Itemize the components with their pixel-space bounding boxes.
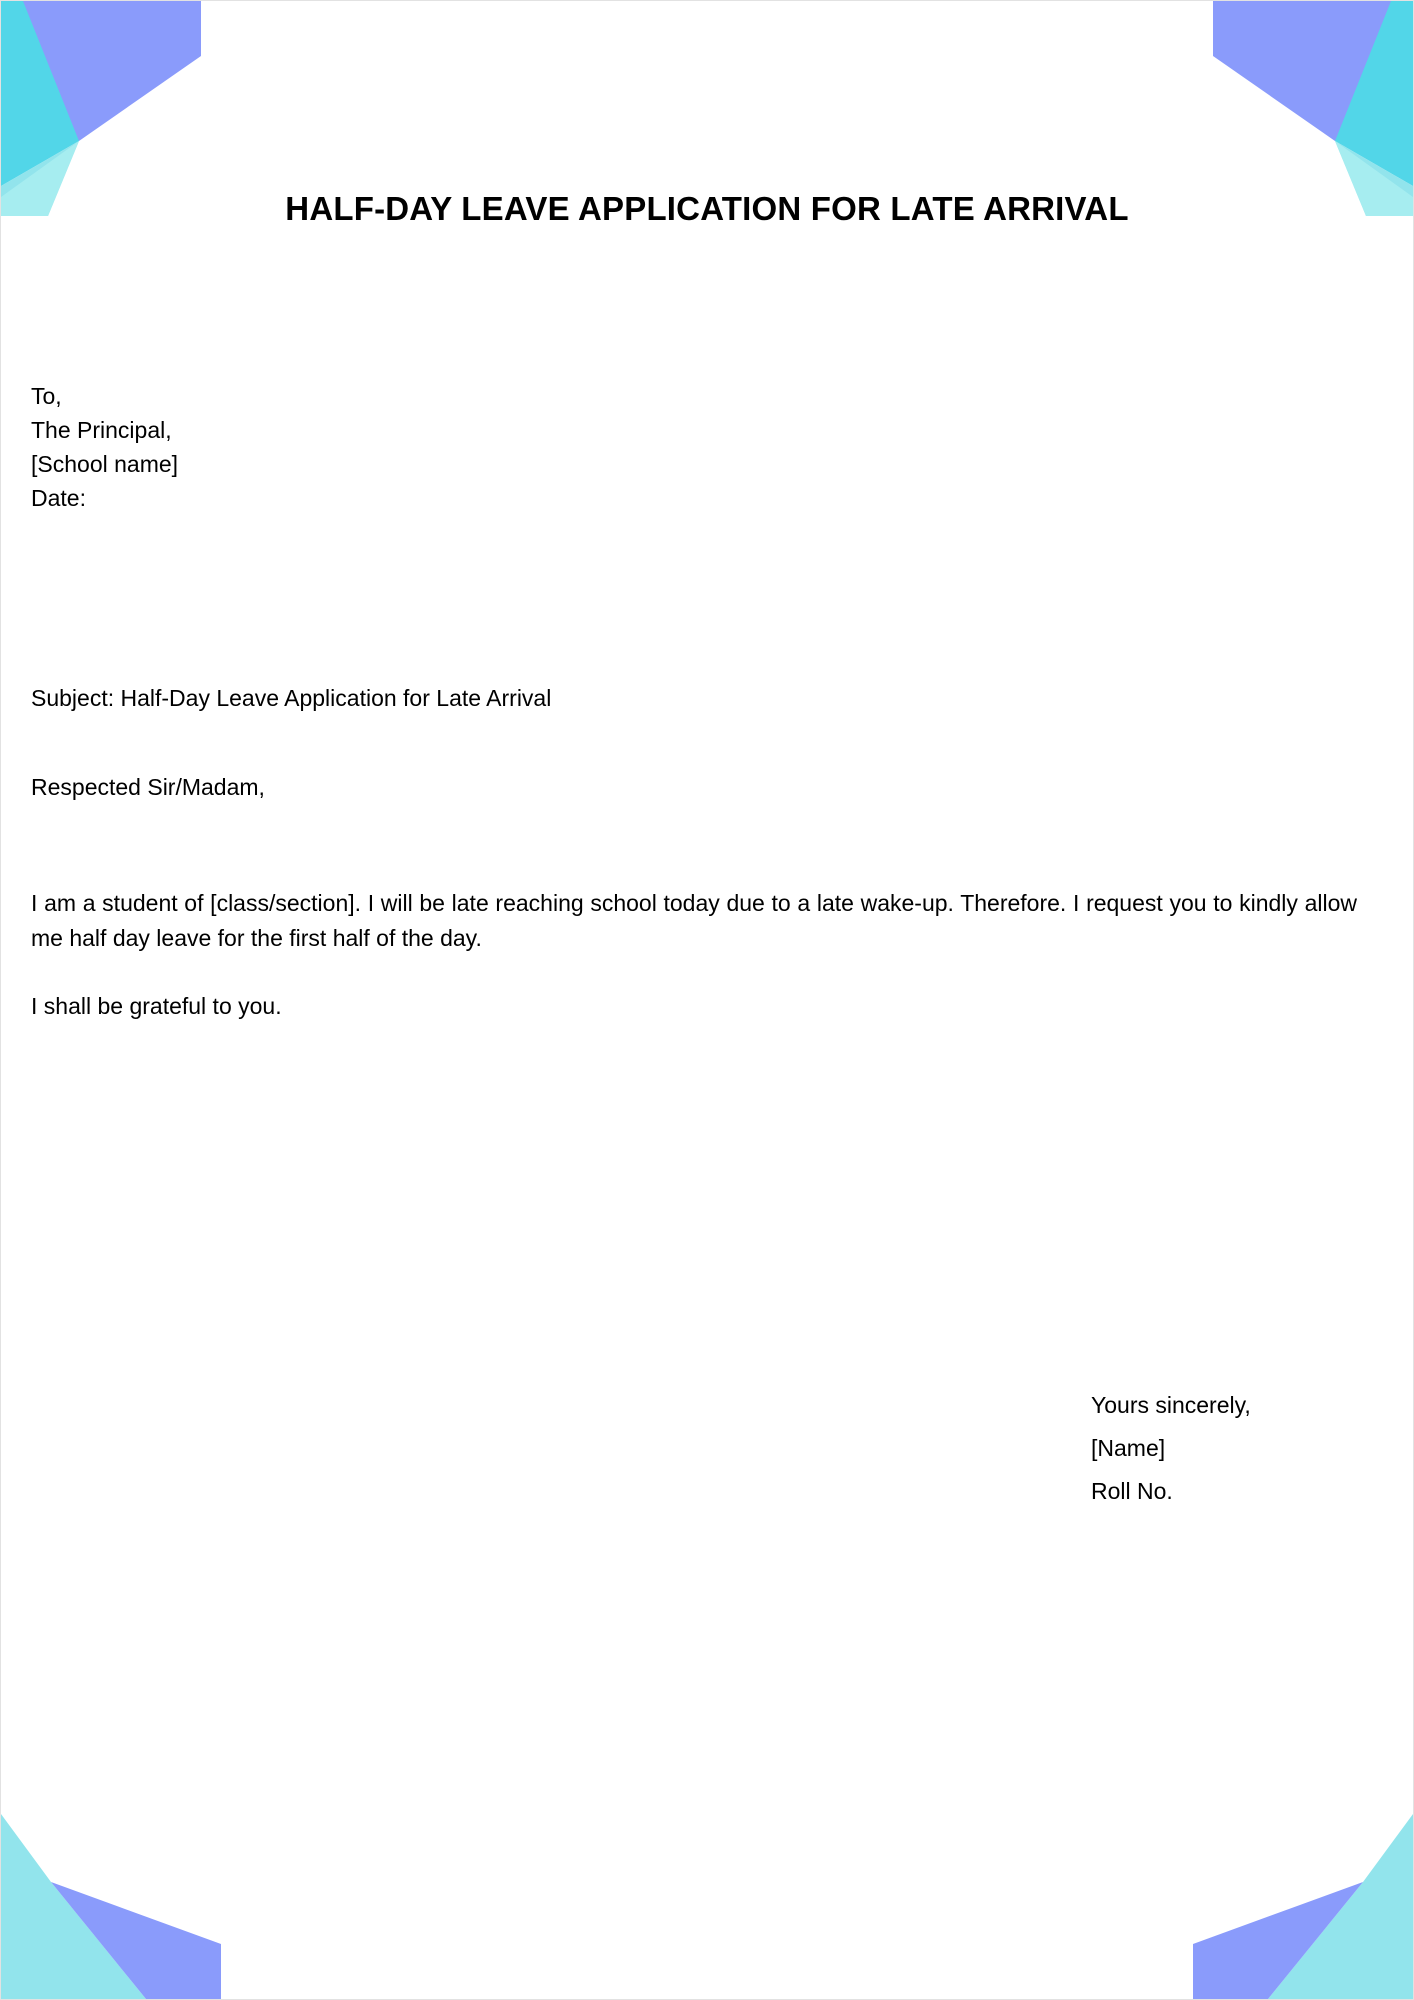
salutation: Respected Sir/Madam, [31, 774, 265, 800]
address-block [31, 379, 178, 515]
shape-purple-tl [23, 1, 201, 141]
shape-light-aqua-bl [1, 1814, 146, 1999]
shape-cyan-tr [1335, 1, 1413, 186]
shape-cyan-tl [1, 1, 79, 186]
body-paragraph: I am a student of [class/section]. I will be late reaching school today due to a late wake-up. Therefore. I request you to kindly allow me half day leave for the first half of the day. [31, 890, 1357, 951]
shape-light-aqua-br [1268, 1814, 1413, 1999]
corner-decoration-top-left [1, 1, 201, 216]
corner-decoration-bottom-right [1193, 1814, 1413, 1999]
address-school-name: [School name] [31, 451, 179, 477]
subject-line: Subject: Half-Day Leave Application for Late Arrival [31, 685, 552, 711]
signature-valediction: Yours sincerely, [1091, 1392, 1251, 1418]
signature-block [1091, 1384, 1251, 1513]
page-title: HALF-DAY LEAVE APPLICATION FOR LATE ARRIVAL [285, 190, 1129, 228]
shape-purple-tr [1213, 1, 1391, 141]
address-to: To, [31, 383, 62, 409]
signature-name: [Name] [1091, 1435, 1166, 1461]
closing-line: I shall be grateful to you. [31, 993, 282, 1019]
address-recipient: The Principal, [31, 417, 172, 443]
address-date: Date: [31, 485, 86, 511]
shape-purple-bl [51, 1882, 221, 1999]
corner-decoration-bottom-left [1, 1814, 221, 1999]
signature-roll-no: Roll No. [1091, 1478, 1173, 1504]
shape-purple-br [1193, 1882, 1363, 1999]
corner-decoration-top-right [1213, 1, 1413, 216]
